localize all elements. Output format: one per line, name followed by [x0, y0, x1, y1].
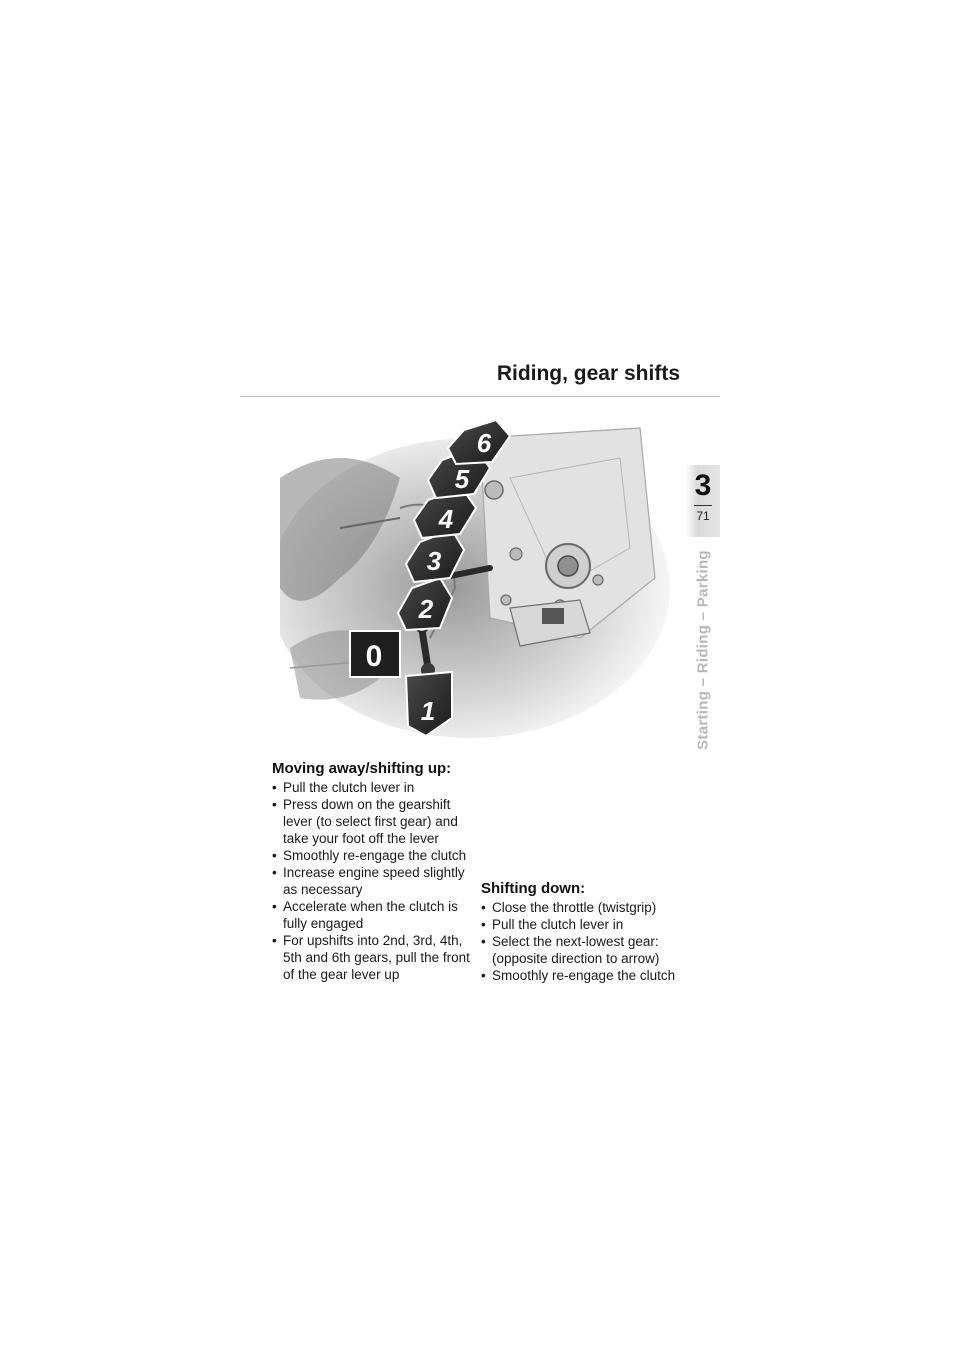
moving-away-heading: Moving away/shifting up:	[272, 760, 452, 777]
shifting-down-list	[481, 899, 681, 984]
gear-label-1: 1	[420, 696, 436, 726]
shifting-down-heading: Shifting down:	[481, 880, 586, 897]
chapter-side-label-text: Starting – Riding – Parking	[694, 550, 712, 750]
list-item: • Pull the clutch lever in	[272, 779, 472, 796]
list-item: • Smoothly re-engage the clutch	[481, 967, 681, 984]
title-divider	[240, 396, 720, 397]
gear-label-2: 2	[418, 594, 434, 624]
chapter-tab	[686, 465, 720, 537]
page-number: 71	[696, 509, 710, 523]
list-item: • Accelerate when the clutch is fully engaged	[272, 898, 472, 932]
list-item: • For upshifts into 2nd, 3rd, 4th, 5th and 6th gears, pull the front of the gear lever up	[272, 932, 472, 983]
list-item: • Smoothly re-engage the clutch	[272, 847, 472, 864]
gear-label-3: 3	[426, 546, 442, 576]
shifting-down-section	[481, 880, 681, 984]
gearshift-illustration	[280, 418, 680, 748]
moving-away-list	[272, 779, 472, 983]
chapter-divider	[694, 505, 712, 506]
gear-label-4: 4	[438, 504, 454, 534]
list-item: • Pull the clutch lever in	[481, 916, 681, 933]
chapter-number: 3	[694, 469, 712, 502]
list-item: • Press down on the gearshift lever (to select first gear) and take your foot off the lever	[272, 796, 472, 847]
list-item: • Select the next-lowest gear: (opposite direction to arrow)	[481, 933, 681, 967]
page-title: Riding, gear shifts	[496, 362, 680, 385]
gear-label-0: 0	[365, 640, 383, 673]
list-item: • Increase engine speed slightly as necessary	[272, 864, 472, 898]
gear-label-5: 5	[454, 464, 470, 494]
gear-label-6: 6	[476, 428, 492, 458]
list-item: • Close the throttle (twistgrip)	[481, 899, 681, 916]
moving-away-section	[272, 760, 472, 983]
